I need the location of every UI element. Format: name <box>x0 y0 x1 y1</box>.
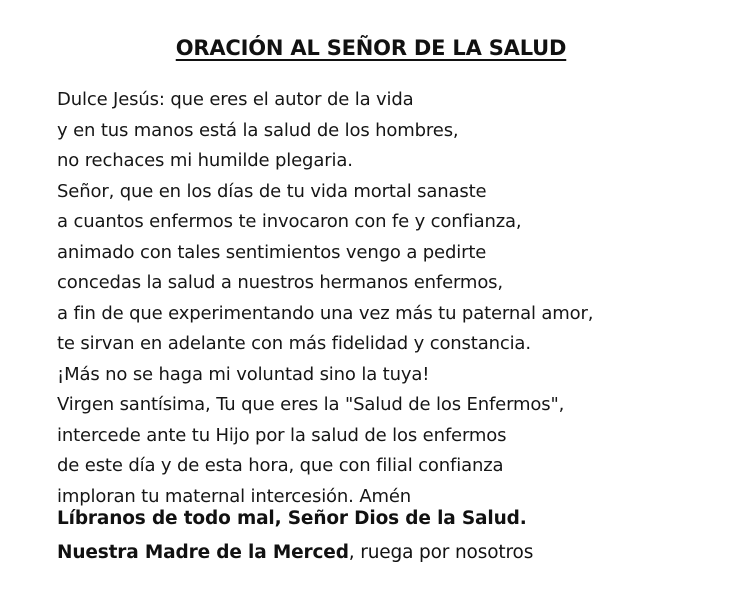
document-title: ORACIÓN AL SEÑOR DE LA SALUD <box>175 36 567 60</box>
prayer-line: Señor, que en los días de tu vida mortal sanaste <box>57 180 487 202</box>
closing-line-2-bold: Nuestra Madre de la Merced <box>57 542 349 563</box>
prayer-line: de este día y de esta hora, que con filial confianza <box>57 455 504 476</box>
closing-line-1: Líbranos de todo mal, Señor Dios de la Salud. <box>57 508 527 529</box>
prayer-body <box>57 85 593 512</box>
prayer-line: a cuantos enfermos te invocaron con fe y confianza, <box>57 211 522 232</box>
prayer-line: Virgen santísima, Tu que eres la "Salud de los Enfermos", <box>57 394 565 415</box>
prayer-line: ¡Más no se haga mi voluntad sino la tuya! <box>57 363 430 385</box>
prayer-line: Dulce Jesús: que eres el autor de la vida <box>57 89 414 110</box>
prayer-line: a fin de que experimentando una vez más tu paternal amor, <box>57 302 594 324</box>
prayer-line: no rechaces mi humilde plegaria. <box>57 150 353 171</box>
closing-invocation <box>57 502 533 570</box>
prayer-line: intercede ante tu Hijo por la salud de los enfermos <box>57 424 507 446</box>
prayer-line: y en tus manos está la salud de los hombres, <box>57 119 459 141</box>
prayer-line: te sirvan en adelante con más fidelidad y constancia. <box>57 333 531 354</box>
closing-line-2 <box>57 536 533 570</box>
prayer-line: concedas la salud a nuestros hermanos enfermos, <box>57 272 503 293</box>
closing-line-2-rest: , ruega por nosotros <box>348 542 534 563</box>
prayer-line: imploran tu maternal intercesión. Amén <box>57 485 412 507</box>
prayer-line: animado con tales sentimientos vengo a pedirte <box>57 241 487 263</box>
